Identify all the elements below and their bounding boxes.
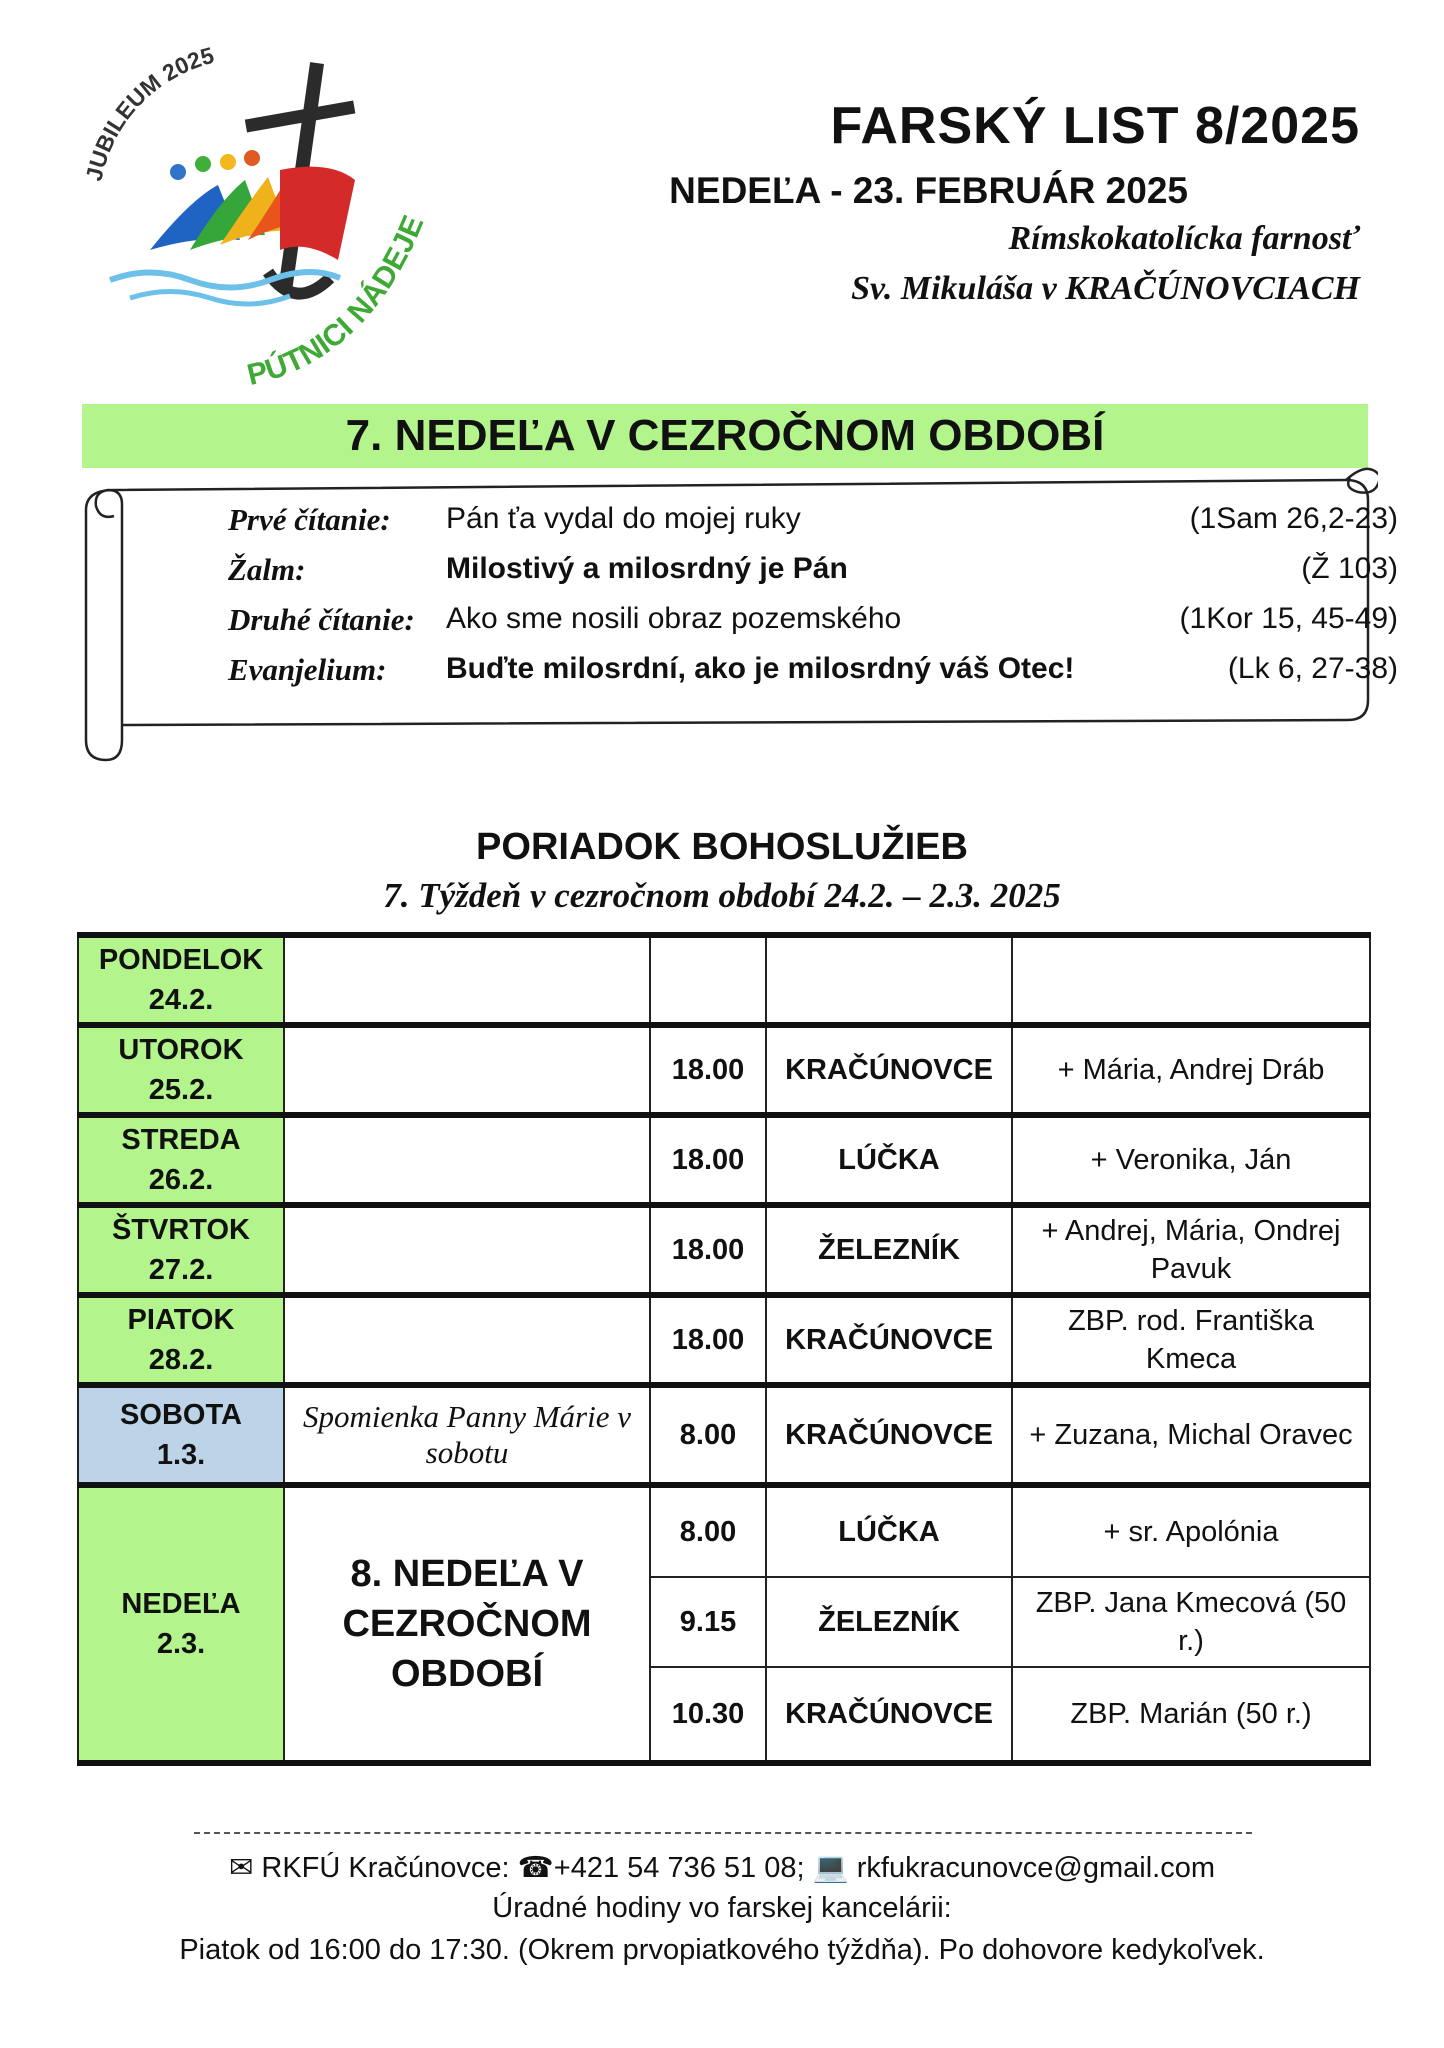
intention-cell: + Mária, Andrej Dráb	[1012, 1025, 1370, 1115]
time-cell: 8.00	[650, 1485, 766, 1577]
logo-arc-text: JUBILEUM 2025	[80, 41, 217, 184]
computer-icon: 💻	[812, 1852, 849, 1884]
place-cell	[766, 935, 1012, 1025]
schedule-subtitle: 7. Týždeň v cezročnom období 24.2. – 2.3. 2025	[383, 876, 1061, 915]
reading-row-gospel	[228, 652, 1398, 696]
time-cell: 10.30	[650, 1667, 766, 1763]
reading-label: Druhé čítanie:	[228, 602, 415, 637]
footer-office-hours: Piatok od 16:00 do 17:30. (Okrem prvopiatkového týždňa). Po dohovore kedykoľvek.	[179, 1934, 1265, 1966]
reading-row-psalm	[228, 552, 1398, 596]
day-cell: PIATOK 28.2.	[78, 1295, 284, 1385]
intention-cell: + sr. Apolónia	[1012, 1485, 1370, 1577]
table-row	[78, 1115, 1370, 1205]
time-cell: 9.15	[650, 1577, 766, 1667]
phone-icon: ☎	[517, 1852, 554, 1884]
intention-cell: ZBP. Marián (50 r.)	[1012, 1667, 1370, 1763]
reading-reference: (1Kor 15, 45-49)	[1179, 602, 1398, 635]
table-row	[78, 1295, 1370, 1385]
footer-office-hours-title: Úradné hodiny vo farskej kancelárii:	[492, 1892, 952, 1924]
reading-row-first	[228, 502, 1398, 546]
note-cell: Spomienka Panny Márie v sobotu	[284, 1385, 650, 1485]
readings-scroll	[78, 440, 1398, 770]
reading-label: Žalm:	[228, 552, 306, 587]
intention-cell: + Zuzana, Michal Oravec	[1012, 1385, 1370, 1485]
table-row	[78, 1385, 1370, 1485]
reading-row-second	[228, 602, 1398, 646]
schedule-table	[77, 932, 1371, 1766]
footer-contact	[0, 1850, 1444, 1885]
place-cell: KRAČÚNOVCE	[766, 1295, 1012, 1385]
note-cell	[284, 1205, 650, 1295]
reading-reference: (1Sam 26,2-23)	[1189, 502, 1398, 535]
day-cell: ŠTVRTOK 27.2.	[78, 1205, 284, 1295]
sunday-title-band: 7. NEDEĽA V CEZROČNOM OBDOBÍ	[82, 404, 1368, 468]
place-cell: ŽELEZNÍK	[766, 1577, 1012, 1667]
intention-cell: ZBP. Jana Kmecová (50 r.)	[1012, 1577, 1370, 1667]
intention-cell	[1012, 935, 1370, 1025]
day-cell: NEDEĽA 2.3.	[78, 1485, 284, 1763]
footer-divider	[194, 1832, 1252, 1834]
time-cell: 18.00	[650, 1115, 766, 1205]
reading-text: Ako sme nosili obraz pozemského	[446, 602, 902, 635]
note-cell	[284, 1115, 650, 1205]
place-cell: LÚČKA	[766, 1485, 1012, 1577]
schedule-title: PORIADOK BOHOSLUŽIEB	[476, 826, 968, 868]
table-row	[78, 1025, 1370, 1115]
time-cell: 18.00	[650, 1025, 766, 1115]
note-cell	[284, 1025, 650, 1115]
place-cell: LÚČKA	[766, 1115, 1012, 1205]
day-cell: SOBOTA 1.3.	[78, 1385, 284, 1485]
reading-label: Evanjelium:	[228, 652, 387, 687]
table-row	[78, 935, 1370, 1025]
time-cell: 18.00	[650, 1205, 766, 1295]
note-cell	[284, 935, 650, 1025]
place-cell: KRAČÚNOVCE	[766, 1025, 1012, 1115]
time-cell	[650, 935, 766, 1025]
note-cell	[284, 1295, 650, 1385]
place-cell: KRAČÚNOVCE	[766, 1385, 1012, 1485]
logo-side-text: PÚTNICI NÁDEJE	[244, 210, 431, 393]
jubilee-logo	[80, 40, 460, 400]
time-cell: 18.00	[650, 1295, 766, 1385]
intention-cell: + Andrej, Mária, Ondrej Pavuk	[1012, 1205, 1370, 1295]
reading-label: Prvé čítanie:	[228, 502, 391, 537]
bulletin-date: NEDEĽA - 23. FEBRUÁR 2025	[669, 170, 1188, 211]
reading-reference: (Ž 103)	[1301, 552, 1398, 585]
intention-cell: ZBP. rod. Františka Kmeca	[1012, 1295, 1370, 1385]
reading-text: Buďte milosrdní, ako je milosrdný váš Otec!	[446, 652, 1075, 685]
table-row	[78, 1205, 1370, 1295]
reading-text: Pán ťa vydal do mojej ruky	[446, 502, 801, 535]
day-cell: PONDELOK 24.2.	[78, 935, 284, 1025]
note-cell: 8. NEDEĽA V CEZROČNOM OBDOBÍ	[284, 1485, 650, 1763]
time-cell: 8.00	[650, 1385, 766, 1485]
intention-cell: + Veronika, Ján	[1012, 1115, 1370, 1205]
day-cell: UTOROK 25.2.	[78, 1025, 284, 1115]
parish-name: Sv. Mikuláša v KRAČÚNOVCIACH	[851, 270, 1360, 307]
day-cell: STREDA 26.2.	[78, 1115, 284, 1205]
table-row	[78, 1485, 1370, 1577]
footer-contact-label: RKFÚ Kračúnovce:	[261, 1852, 510, 1884]
letter-icon: ✉	[229, 1852, 254, 1884]
reading-text: Milostivý a milosrdný je Pán	[446, 552, 848, 585]
place-cell: ŽELEZNÍK	[766, 1205, 1012, 1295]
bulletin-title: FARSKÝ LIST 8/2025	[830, 97, 1360, 155]
reading-reference: (Lk 6, 27-38)	[1227, 652, 1398, 685]
footer-email[interactable]: rkfukracunovce@gmail.com	[856, 1852, 1215, 1884]
footer-phone: +421 54 736 51 08;	[553, 1852, 805, 1884]
parish-type: Rímskokatolícka farnosť	[1008, 220, 1360, 257]
place-cell: KRAČÚNOVCE	[766, 1667, 1012, 1763]
